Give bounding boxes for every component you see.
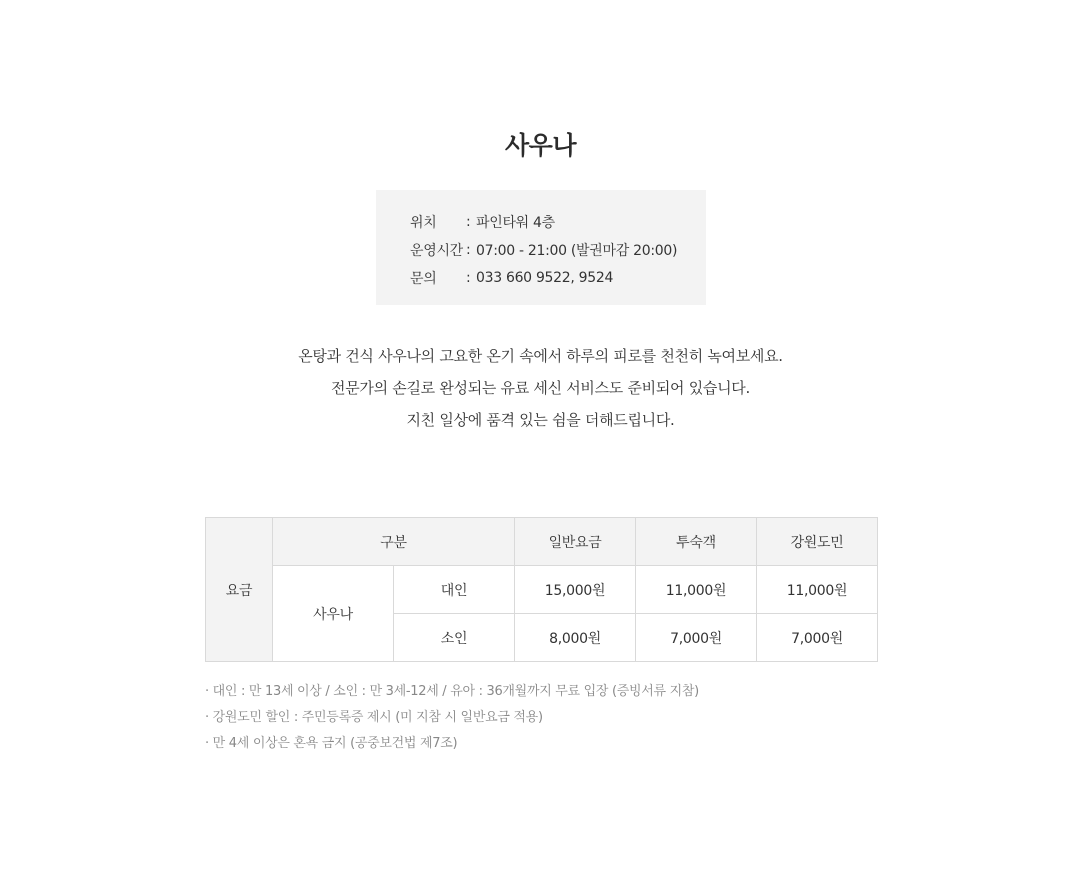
table-header-gangwon: 강원도민 bbox=[757, 518, 878, 566]
info-colon: : bbox=[466, 242, 471, 258]
table-row bbox=[206, 566, 878, 614]
table-cell-price: 7,000원 bbox=[757, 614, 878, 662]
description-line: 전문가의 손길로 완성되는 유료 세신 서비스도 준비되어 있습니다. bbox=[331, 379, 750, 397]
table-cell-facility: 사우나 bbox=[273, 566, 394, 662]
info-label: 문의 bbox=[410, 271, 437, 287]
info-value-contact: 033 660 9522, 9524 bbox=[476, 270, 614, 286]
table-cell-price: 15,000원 bbox=[515, 566, 636, 614]
table-row-header: 요금 bbox=[206, 518, 273, 662]
table-cell-price: 11,000원 bbox=[636, 566, 757, 614]
description-line: 지친 일상에 품격 있는 쉼을 더해드립니다. bbox=[406, 411, 675, 429]
table-cell-price: 7,000원 bbox=[636, 614, 757, 662]
info-label: 운영시간 bbox=[410, 243, 463, 259]
note-item: · 대인 : 만 13세 이상 / 소인 : 만 3세-12세 / 유아 : 36개월까지 무료 입장 (증빙서류 지참) bbox=[205, 684, 699, 699]
info-colon: : bbox=[466, 214, 471, 230]
table-cell-price: 8,000원 bbox=[515, 614, 636, 662]
description-line: 온탕과 건식 사우나의 고요한 온기 속에서 하루의 피로를 천천히 녹여보세요. bbox=[298, 347, 783, 365]
info-row-contact bbox=[410, 264, 706, 292]
note-item: · 만 4세 이상은 혼욕 금지 (공중보건법 제7조) bbox=[205, 736, 458, 751]
description bbox=[0, 340, 1081, 436]
table-header-guest: 투숙객 bbox=[636, 518, 757, 566]
table-cell-price: 11,000원 bbox=[757, 566, 878, 614]
table-cell-type: 소인 bbox=[394, 614, 515, 662]
price-table bbox=[205, 517, 878, 662]
info-colon: : bbox=[466, 270, 471, 286]
info-box bbox=[376, 190, 706, 305]
info-label: 위치 bbox=[410, 215, 437, 231]
notes bbox=[205, 679, 699, 757]
table-cell-type: 대인 bbox=[394, 566, 515, 614]
table-header-category: 구분 bbox=[273, 518, 515, 566]
table-header-general: 일반요금 bbox=[515, 518, 636, 566]
table-header-row bbox=[206, 518, 878, 566]
info-row-hours bbox=[410, 236, 706, 264]
page-title: 사우나 bbox=[505, 131, 576, 160]
info-row-location bbox=[410, 208, 706, 236]
info-value-hours: 07:00 - 21:00 (발권마감 20:00) bbox=[476, 243, 678, 259]
note-item: · 강원도민 할인 : 주민등록증 제시 (미 지참 시 일반요금 적용) bbox=[205, 710, 543, 725]
info-value-location: 파인타워 4층 bbox=[476, 215, 555, 231]
